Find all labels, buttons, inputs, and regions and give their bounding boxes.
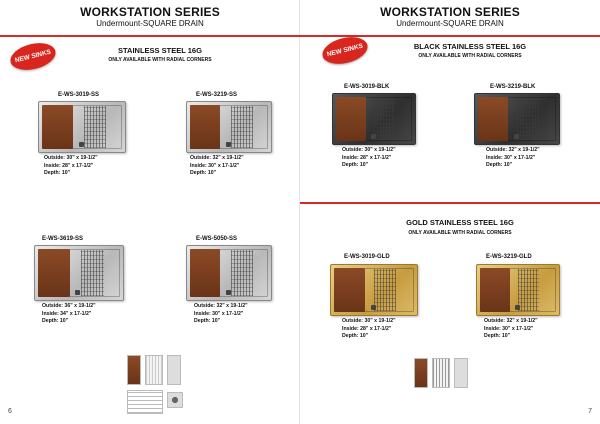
accessory-colander-thumb xyxy=(454,358,468,388)
sink-image-e-ws-3219-blk xyxy=(474,93,560,145)
product-specs: Outside: 32" x 19-1/2" Inside: 30" x 17-1/2" Depth: 10" xyxy=(194,303,248,325)
drying-rack xyxy=(81,250,104,296)
product-sku: E-WS-3019-GLD xyxy=(344,254,390,260)
product-sku: E-WS-3019-BLK xyxy=(344,84,390,90)
cutting-board xyxy=(38,249,70,297)
section-rule xyxy=(300,202,600,204)
section-title: STAINLESS STEEL 16G xyxy=(118,46,202,55)
gold-section-note: ONLY AVAILABLE WITH RADIAL CORNERS xyxy=(408,230,512,236)
product-specs: Outside: 36" x 19-1/2" Inside: 34" x 17-1/2" Depth: 10" xyxy=(42,303,96,325)
new-sinks-badge: NEW SINKS xyxy=(320,33,371,68)
cutting-board xyxy=(42,105,73,149)
sink-image-e-ws-3219-ss xyxy=(186,101,272,153)
new-sinks-badge: NEW SINKS xyxy=(8,39,59,74)
drain xyxy=(514,134,519,139)
series-subtitle: Undermount-SQUARE DRAIN xyxy=(96,19,204,28)
drying-rack xyxy=(517,98,539,140)
section-note: ONLY AVAILABLE WITH RADIAL CORNERS xyxy=(418,53,522,59)
cutting-board xyxy=(334,268,365,312)
drain xyxy=(79,142,84,147)
product-specs: Outside: 32" x 19-1/2" Inside: 30" x 17-1/2" Depth: 10" xyxy=(484,318,538,340)
accessory-cutting-board-thumb xyxy=(127,355,141,385)
page-number: 7 xyxy=(588,408,592,415)
series-title: WORKSTATION SERIES xyxy=(80,5,220,19)
header-rule xyxy=(0,35,300,37)
drain xyxy=(226,290,231,295)
product-specs: Outside: 30" x 19-1/2" Inside: 28" x 17-1/2" Depth: 10" xyxy=(342,318,396,340)
product-sku: E-WS-3019-SS xyxy=(58,92,100,98)
product-specs: Outside: 30" x 19-1/2" Inside: 28" x 17-1/2" Depth: 10" xyxy=(44,155,98,177)
sink-image-e-ws-3019-ss xyxy=(38,101,126,153)
drying-rack xyxy=(374,98,395,140)
drying-rack xyxy=(84,106,106,148)
section-title: BLACK STAINLESS STEEL 16G xyxy=(413,42,527,51)
product-sku: E-WS-5050-SS xyxy=(196,236,238,242)
accessory-rack-thumb xyxy=(145,355,163,385)
product-specs: Outside: 32" x 19-1/2" Inside: 30" x 17-1/2" Depth: 10" xyxy=(190,155,244,177)
product-specs: Outside: 32" x 19-1/2" Inside: 30" x 17-1/2" Depth: 10" xyxy=(486,147,540,169)
cutting-board xyxy=(480,268,510,312)
drain xyxy=(226,142,231,147)
product-sku: E-WS-3219-GLD xyxy=(486,254,532,260)
accessory-drain-thumb xyxy=(167,392,183,408)
accessory-cutting-board-thumb xyxy=(414,358,428,388)
series-title: WORKSTATION SERIES xyxy=(380,5,520,19)
sink-image-e-ws-3219-gld xyxy=(476,264,560,316)
drain xyxy=(371,134,376,139)
product-sku: E-WS-3219-BLK xyxy=(490,84,536,90)
drain xyxy=(371,305,376,310)
accessory-grid-thumb xyxy=(127,390,163,414)
cutting-board xyxy=(190,105,220,149)
drain xyxy=(515,305,520,310)
sink-image-e-ws-3619-ss xyxy=(34,245,124,301)
drying-rack xyxy=(518,269,539,311)
page-number: 6 xyxy=(8,408,12,415)
series-subtitle: Undermount-SQUARE DRAIN xyxy=(396,19,504,28)
product-specs: Outside: 30" x 19-1/2" Inside: 28" x 17-1/2" Depth: 10" xyxy=(342,147,396,169)
cutting-board xyxy=(190,249,220,297)
gold-section-title: GOLD STAINLESS STEEL 16G xyxy=(406,218,514,227)
section-note: ONLY AVAILABLE WITH RADIAL CORNERS xyxy=(108,57,212,63)
drying-rack xyxy=(231,106,253,148)
drying-rack xyxy=(374,269,396,311)
cutting-board xyxy=(336,97,366,141)
drain xyxy=(75,290,80,295)
accessory-colander-thumb xyxy=(167,355,181,385)
accessory-rack-thumb xyxy=(432,358,450,388)
drying-rack xyxy=(231,250,253,296)
sink-image-e-ws-5050-ss xyxy=(186,245,272,301)
catalog-page-right xyxy=(300,0,600,424)
cutting-board xyxy=(478,97,508,141)
product-sku: E-WS-3219-SS xyxy=(196,92,238,98)
sink-image-e-ws-3019-gld xyxy=(330,264,418,316)
product-sku: E-WS-3619-SS xyxy=(42,236,84,242)
sink-image-e-ws-3019-blk xyxy=(332,93,416,145)
